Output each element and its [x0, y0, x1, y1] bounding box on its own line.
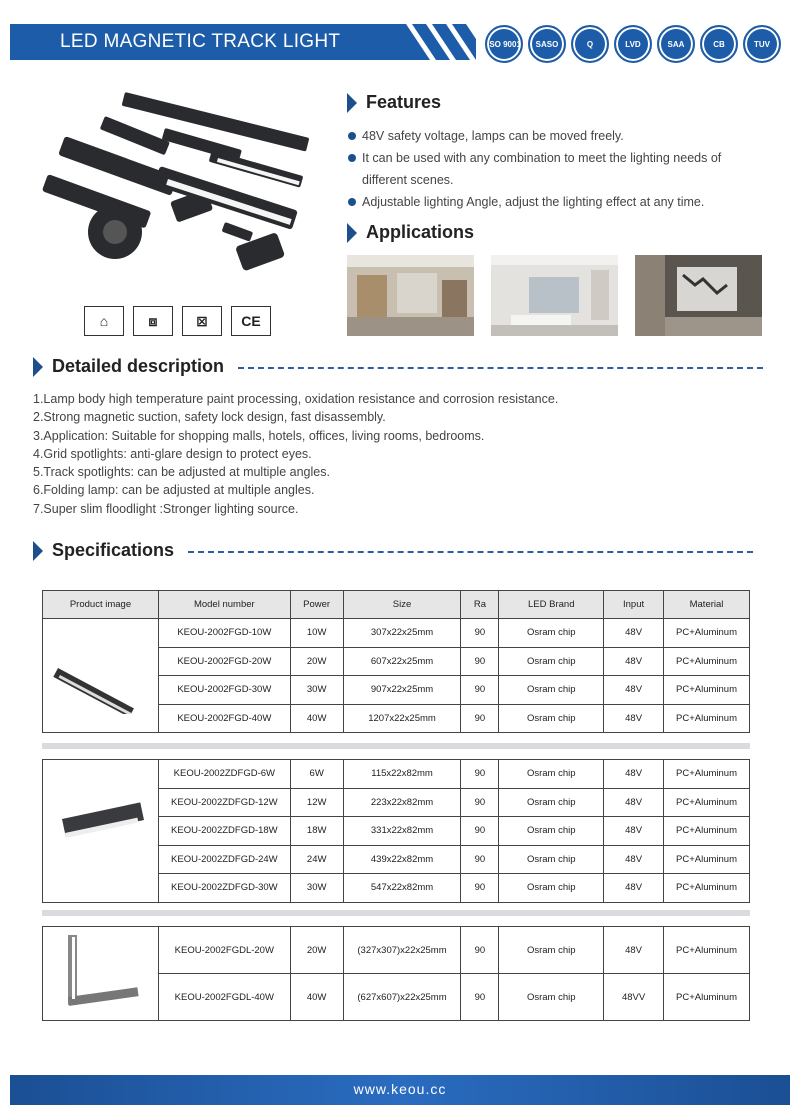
column-header: LED Brand: [499, 591, 604, 619]
table-cell: Osram chip: [499, 974, 604, 1021]
table-cell: PC+Aluminum: [664, 845, 750, 874]
application-photo-lounge: [491, 255, 618, 336]
specifications-header: [33, 540, 753, 561]
specifications-title: Specifications: [52, 540, 175, 560]
table-cell: Osram chip: [499, 760, 604, 789]
table-cell: 20W: [290, 927, 343, 974]
table-cell: 24W: [290, 845, 343, 874]
detailed-description-list: [33, 390, 558, 518]
grid-light-1: [100, 116, 170, 155]
certification-logo: CB: [700, 25, 738, 63]
product-image-cell: [43, 619, 159, 733]
certification-logo: LVD: [614, 25, 652, 63]
table-cell: 90: [461, 619, 499, 648]
spec-table-fgd: [42, 590, 750, 733]
certification-logo: ISO 9001: [485, 25, 523, 63]
table-cell: 90: [461, 788, 499, 817]
table-cell: 48V: [604, 817, 664, 846]
table-cell: 10W: [290, 619, 343, 648]
dashed-divider: [188, 551, 753, 553]
compliance-badge-icon: ⌂: [84, 306, 124, 336]
certification-logos: [485, 22, 790, 66]
certification-logo: Q: [571, 25, 609, 63]
column-header: Model number: [158, 591, 290, 619]
spec-table-fgdl: [42, 926, 750, 1021]
detailed-description-title: Detailed description: [52, 356, 225, 376]
feature-item: Adjustable lighting Angle, adjust the lighting effect at any time.: [347, 191, 767, 213]
table-cell: 547x22x82mm: [343, 874, 461, 903]
dashed-divider: [238, 367, 763, 369]
table-cell: 48V: [604, 619, 664, 648]
description-item: 7.Super slim floodlight :Stronger lighting source.: [33, 501, 299, 516]
features-header: [347, 92, 767, 113]
description-item: 4.Grid spotlights: anti-glare design to protect eyes.: [33, 446, 312, 461]
section-arrow-icon: [347, 93, 357, 113]
certification-logo: SAA: [657, 25, 695, 63]
table-row: [43, 927, 750, 974]
table-cell: Osram chip: [499, 788, 604, 817]
table-cell: KEOU-2002ZDFGD-6W: [158, 760, 290, 789]
ring-center: [103, 220, 127, 244]
column-header: Material: [664, 591, 750, 619]
table-cell: 48V: [604, 927, 664, 974]
table-cell: 439x22x82mm: [343, 845, 461, 874]
table-cell: 20W: [290, 647, 343, 676]
application-photos: [347, 255, 762, 336]
features-section: [347, 92, 767, 213]
description-item: 3.Application: Suitable for shopping malls, hotels, offices, living rooms, bedrooms.: [33, 428, 485, 443]
product-collection-image: [40, 82, 330, 297]
table-cell: Osram chip: [499, 647, 604, 676]
table-cell: KEOU-2002FGD-20W: [158, 647, 290, 676]
table-cell: 223x22x82mm: [343, 788, 461, 817]
table-cell: Osram chip: [499, 817, 604, 846]
table-cell: PC+Aluminum: [664, 760, 750, 789]
column-header: Size: [343, 591, 461, 619]
table-cell: 90: [461, 760, 499, 789]
folding-grid-light-image: [50, 789, 150, 869]
table-cell: (327x307)x22x25mm: [343, 927, 461, 974]
description-item: 6.Folding lamp: can be adjusted at multiple angles.: [33, 483, 315, 498]
spec-table-zdfgd: [42, 759, 750, 903]
table-cell: (627x607)x22x25mm: [343, 974, 461, 1021]
spot-mount: [222, 222, 254, 242]
table-cell: PC+Aluminum: [664, 927, 750, 974]
compliance-badge-icon: ⧈: [133, 306, 173, 336]
features-list: [347, 125, 767, 213]
table-row: [43, 619, 750, 648]
table-cell: 90: [461, 845, 499, 874]
features-title: Features: [366, 92, 442, 112]
applications-header: [347, 222, 474, 243]
table-cell: 40W: [290, 704, 343, 733]
compliance-badge-icon: CE: [231, 306, 271, 336]
certification-logo: TUV: [743, 25, 781, 63]
table-cell: 30W: [290, 874, 343, 903]
table-cell: 48V: [604, 874, 664, 903]
column-header: Input: [604, 591, 664, 619]
table-cell: KEOU-2002ZDFGD-12W: [158, 788, 290, 817]
table-cell: 907x22x25mm: [343, 676, 461, 705]
table-row: [43, 760, 750, 789]
table-cell: 90: [461, 927, 499, 974]
column-header: Product image: [43, 591, 159, 619]
table-cell: Osram chip: [499, 676, 604, 705]
table-cell: 90: [461, 974, 499, 1021]
table-cell: PC+Aluminum: [664, 788, 750, 817]
feature-item: 48V safety voltage, lamps can be moved freely.: [347, 125, 767, 147]
table-cell: KEOU-2002FGD-10W: [158, 619, 290, 648]
table-cell: 90: [461, 874, 499, 903]
table-cell: PC+Aluminum: [664, 704, 750, 733]
table-header-row: [43, 591, 750, 619]
corner-light-image: [50, 927, 150, 1017]
table-separator: [42, 743, 750, 749]
certification-logo: SASO: [528, 25, 566, 63]
table-cell: 48V: [604, 760, 664, 789]
linear-light-image: [50, 634, 150, 714]
table-cell: 90: [461, 817, 499, 846]
footer-banner: [10, 1075, 790, 1105]
table-cell: 48V: [604, 647, 664, 676]
table-cell: 18W: [290, 817, 343, 846]
table-cell: 6W: [290, 760, 343, 789]
table-cell: PC+Aluminum: [664, 974, 750, 1021]
feature-item: It can be used with any combination to meet the lighting needs of different scenes.: [347, 147, 767, 191]
table-cell: 90: [461, 676, 499, 705]
table-cell: Osram chip: [499, 927, 604, 974]
footer-url[interactable]: www.keou.cc: [353, 1081, 447, 1097]
description-item: 1.Lamp body high temperature paint processing, oxidation resistance and corrosion resistance.: [33, 392, 559, 406]
table-cell: 1207x22x25mm: [343, 704, 461, 733]
table-cell: KEOU-2002FGD-40W: [158, 704, 290, 733]
table-cell: KEOU-2002FGD-30W: [158, 676, 290, 705]
table-cell: PC+Aluminum: [664, 619, 750, 648]
description-item: 5.Track spotlights: can be adjusted at multiple angles.: [33, 465, 330, 480]
section-arrow-icon: [33, 541, 43, 561]
section-arrow-icon: [347, 223, 357, 243]
table-cell: PC+Aluminum: [664, 817, 750, 846]
table-cell: 307x22x25mm: [343, 619, 461, 648]
column-header: Power: [290, 591, 343, 619]
application-photo-living-room: [347, 255, 474, 336]
description-item: 2.Strong magnetic suction, safety lock design, fast disassembly.: [33, 410, 386, 425]
table-cell: KEOU-2002ZDFGD-24W: [158, 845, 290, 874]
application-photo-bedroom: [635, 255, 762, 336]
table-cell: 607x22x25mm: [343, 647, 461, 676]
table-cell: KEOU-2002ZDFGD-30W: [158, 874, 290, 903]
table-cell: Osram chip: [499, 845, 604, 874]
product-image-cell: [43, 760, 159, 903]
compliance-badge-icon: ⊠: [182, 306, 222, 336]
table-cell: PC+Aluminum: [664, 676, 750, 705]
table-cell: 40W: [290, 974, 343, 1021]
table-cell: 48V: [604, 676, 664, 705]
column-header: Ra: [461, 591, 499, 619]
table-cell: 115x22x82mm: [343, 760, 461, 789]
section-arrow-icon: [33, 357, 43, 377]
detailed-description-header: [33, 356, 763, 377]
table-cell: PC+Aluminum: [664, 647, 750, 676]
table-cell: KEOU-2002FGDL-40W: [158, 974, 290, 1021]
product-image-cell: [43, 927, 159, 1021]
table-cell: KEOU-2002FGDL-20W: [158, 927, 290, 974]
table-cell: PC+Aluminum: [664, 874, 750, 903]
table-cell: Osram chip: [499, 619, 604, 648]
table-cell: 90: [461, 647, 499, 676]
table-cell: 48V: [604, 845, 664, 874]
table-cell: Osram chip: [499, 874, 604, 903]
header-banner: [10, 24, 476, 60]
table-cell: 30W: [290, 676, 343, 705]
table-cell: 48V: [604, 704, 664, 733]
table-cell: 331x22x82mm: [343, 817, 461, 846]
applications-title: Applications: [366, 222, 475, 242]
table-cell: 48V: [604, 788, 664, 817]
table-cell: 48VV: [604, 974, 664, 1021]
page-title: LED MAGNETIC TRACK LIGHT: [60, 31, 341, 52]
table-separator: [42, 910, 750, 916]
table-cell: 90: [461, 704, 499, 733]
table-cell: Osram chip: [499, 704, 604, 733]
certification-badges: [84, 306, 271, 336]
table-cell: 12W: [290, 788, 343, 817]
table-cell: KEOU-2002ZDFGD-18W: [158, 817, 290, 846]
